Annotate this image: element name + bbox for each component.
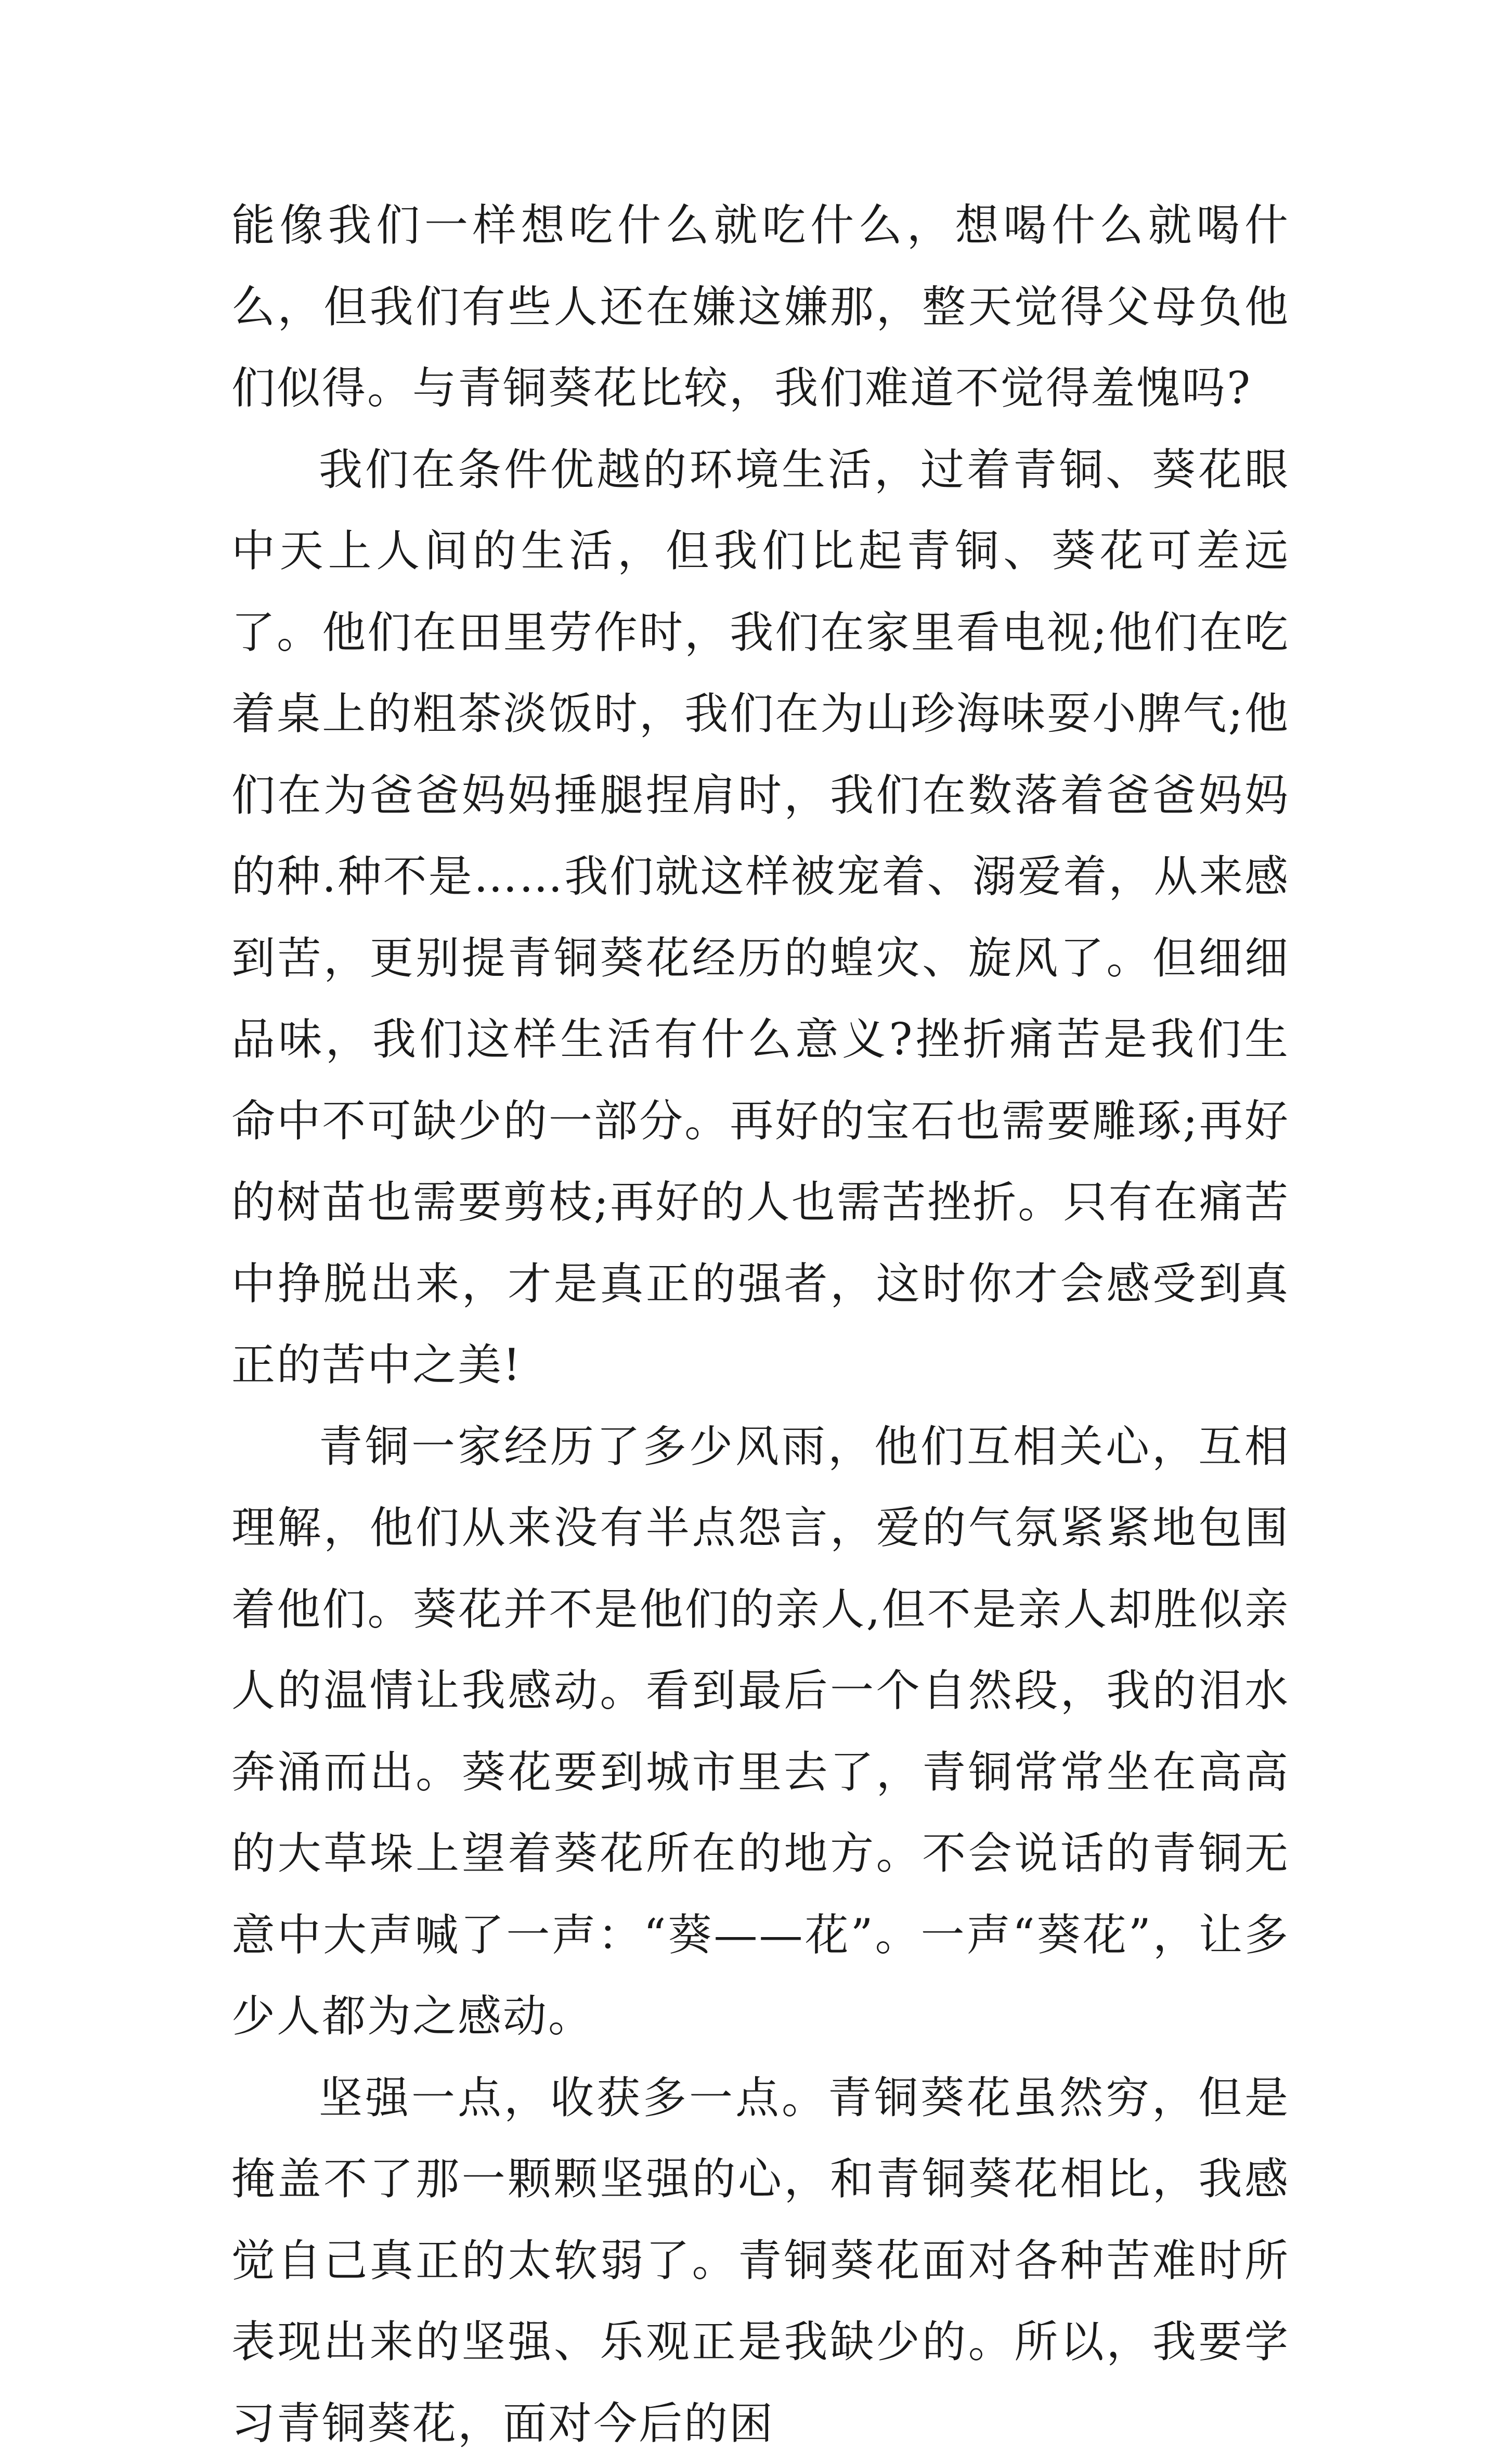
body-text <box>231 185 1290 2464</box>
paragraph: 坚强一点，收获多一点。青铜葵花虽然穷，但是掩盖不了那一颗颗坚强的心，和青铜葵花相比，我感觉自己真正的太软弱了。青铜葵花面对各种苦难时所表现出来的坚强、乐观正是我缺少的。所以，我要学习青铜葵花，面对今后的困 <box>231 2057 1290 2464</box>
paragraph: 青铜一家经历了多少风雨，他们互相关心，互相理解，他们从来没有半点怨言，爱的气氛紧紧地包围着他们。葵花并不是他们的亲人,但不是亲人却胜似亲人的温情让我感动。看到最后一个自然段，我的泪水奔涌而出。葵花要到城市里去了，青铜常常坐在高高的大草垛上望着葵花所在的地方。不会说话的青铜无意中大声喊了一声：“葵——花”。一声“葵花”，让多少人都为之感动。 <box>231 1406 1290 2057</box>
paragraph: 我们在条件优越的环境生活，过着青铜、葵花眼中天上人间的生活，但我们比起青铜、葵花可差远了。他们在田里劳作时，我们在家里看电视;他们在吃着桌上的粗茶淡饭时，我们在为山珍海味耍小脾气;他们在为爸爸妈妈捶腿捏肩时，我们在数落着爸爸妈妈的种.种不是……我们就这样被宠着、溺爱着，从来感到苦，更别提青铜葵花经历的蝗灾、旋风了。但细细品味，我们这样生活有什么意义?挫折痛苦是我们生命中不可缺少的一部分。再好的宝石也需要雕琢;再好的树苗也需要剪枝;再好的人也需苦挫折。只有在痛苦中挣脱出来，才是真正的强者，这时你才会感受到真正的苦中之美! <box>231 429 1290 1406</box>
paragraph: 能像我们一样想吃什么就吃什么，想喝什么就喝什么，但我们有些人还在嫌这嫌那，整天觉得父母负他们似得。与青铜葵花比较，我们难道不觉得羞愧吗? <box>231 185 1290 429</box>
